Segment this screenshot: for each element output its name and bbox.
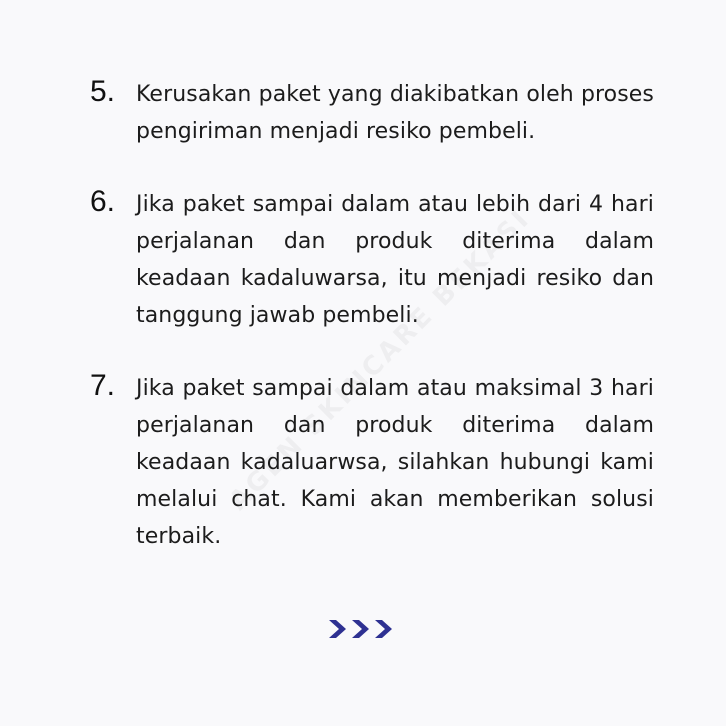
item-number: 6.	[90, 185, 116, 218]
triple-chevron-right-icon[interactable]	[329, 618, 397, 640]
list-item	[90, 76, 654, 150]
chevron-right-icon	[375, 620, 392, 638]
list-item	[90, 370, 654, 555]
item-text: Jika paket sampai dalam atau maksimal 3 hari perjalanan dan produk diterima dalam keadaan kadaluarwsa, silahkan hubungi kami melalui chat. Kami akan memberikan solusi terbaik.	[136, 376, 654, 549]
item-number: 7.	[90, 369, 116, 402]
chevron-right-icon	[352, 620, 369, 638]
list-item	[90, 186, 654, 334]
item-number: 5.	[90, 75, 116, 108]
chevron-right-icon	[329, 620, 346, 638]
item-text: Kerusakan paket yang diakibatkan oleh proses pengiriman menjadi resiko pembeli.	[136, 82, 654, 144]
terms-list	[90, 76, 654, 555]
item-text: Jika paket sampai dalam atau lebih dari 4 hari perjalanan dan produk diterima dalam keadaan kadaluwarsa, itu menjadi resiko dan tanggung jawab pembeli.	[136, 192, 654, 328]
